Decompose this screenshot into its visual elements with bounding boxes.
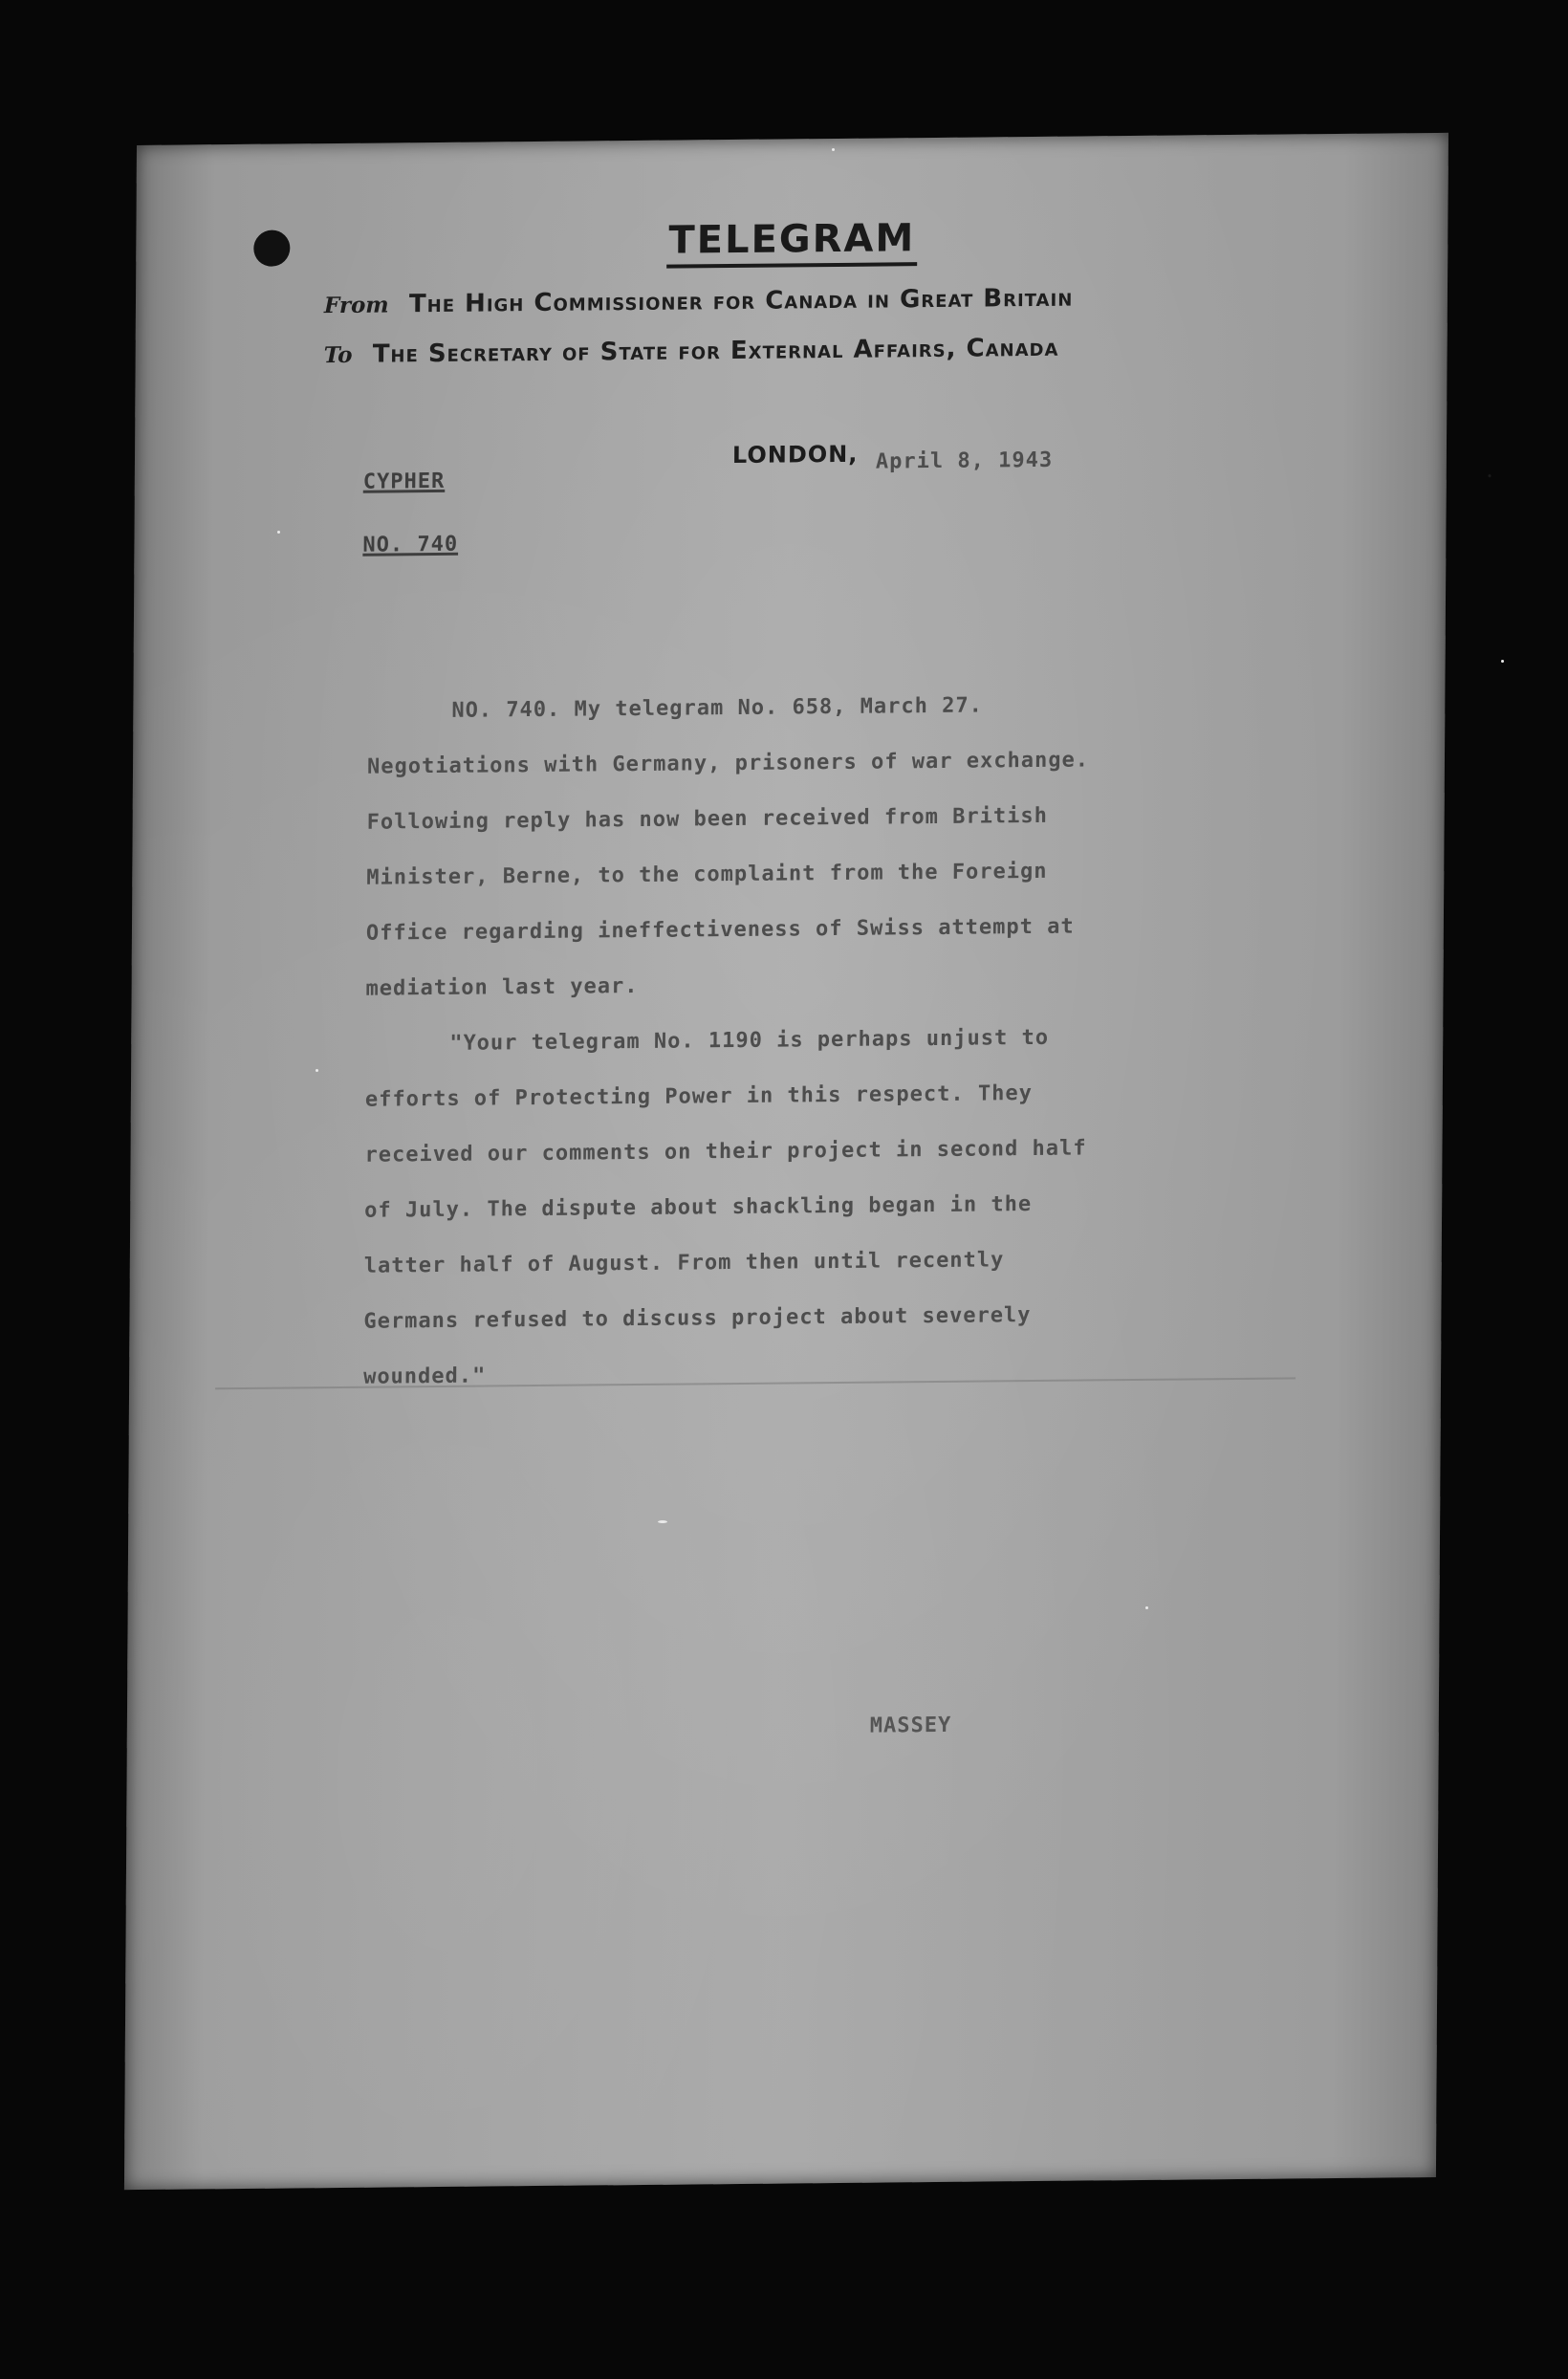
- body-line: Germans refused to discuss project about severely: [363, 1303, 1032, 1334]
- cypher-label: CYPHER: [362, 469, 446, 494]
- body-line: latter half of August. From then until recently: [363, 1248, 1005, 1278]
- dateline-place: LONDON,: [731, 440, 859, 469]
- document-title: [136, 211, 1448, 268]
- dust-spot: [316, 1069, 318, 1072]
- from-text: The High Commissioner for Canada in Great Britain: [408, 283, 1074, 319]
- body-line: "Your telegram No. 1190 is perhaps unjust to: [449, 1025, 1050, 1056]
- body-line: Office regarding ineffectiveness of Swiss attempt at: [365, 914, 1075, 946]
- telegram-number: NO. 740: [362, 532, 459, 557]
- body-line: Negotiations with Germany, prisoners of war exchange.: [366, 748, 1090, 779]
- body-line: NO. 740. My telegram No. 658, March 27.: [451, 693, 983, 723]
- dust-spot: [277, 531, 280, 534]
- message-body: [363, 676, 1209, 1406]
- to-text: The Secretary of State for External Affairs, Canada: [372, 333, 1059, 369]
- signature: MASSEY: [869, 1713, 952, 1738]
- dust-spot: [658, 1520, 667, 1523]
- body-line: Following reply has now been received from British: [366, 803, 1048, 835]
- telegram-page: [124, 133, 1448, 2190]
- dust-spot: [1501, 660, 1504, 663]
- from-label: From: [323, 292, 389, 319]
- to-label: To: [323, 341, 353, 369]
- body-line: wounded.": [363, 1364, 487, 1389]
- title-text: TELEGRAM: [666, 216, 917, 269]
- body-line: Minister, Berne, to the complaint from the Foreign: [366, 859, 1048, 890]
- dust-spot: [1145, 1606, 1148, 1609]
- body-line: received our comments on their project in second half: [364, 1136, 1087, 1168]
- from-line: [324, 284, 1074, 320]
- body-line: efforts of Protecting Power in this respect. They: [364, 1081, 1033, 1112]
- body-line: of July. The dispute about shackling began in the: [364, 1192, 1033, 1223]
- to-line: [324, 334, 1059, 369]
- dust-spot: [832, 148, 835, 151]
- dateline-date: April 8, 1943: [875, 447, 1054, 474]
- body-line: mediation last year.: [365, 973, 639, 1001]
